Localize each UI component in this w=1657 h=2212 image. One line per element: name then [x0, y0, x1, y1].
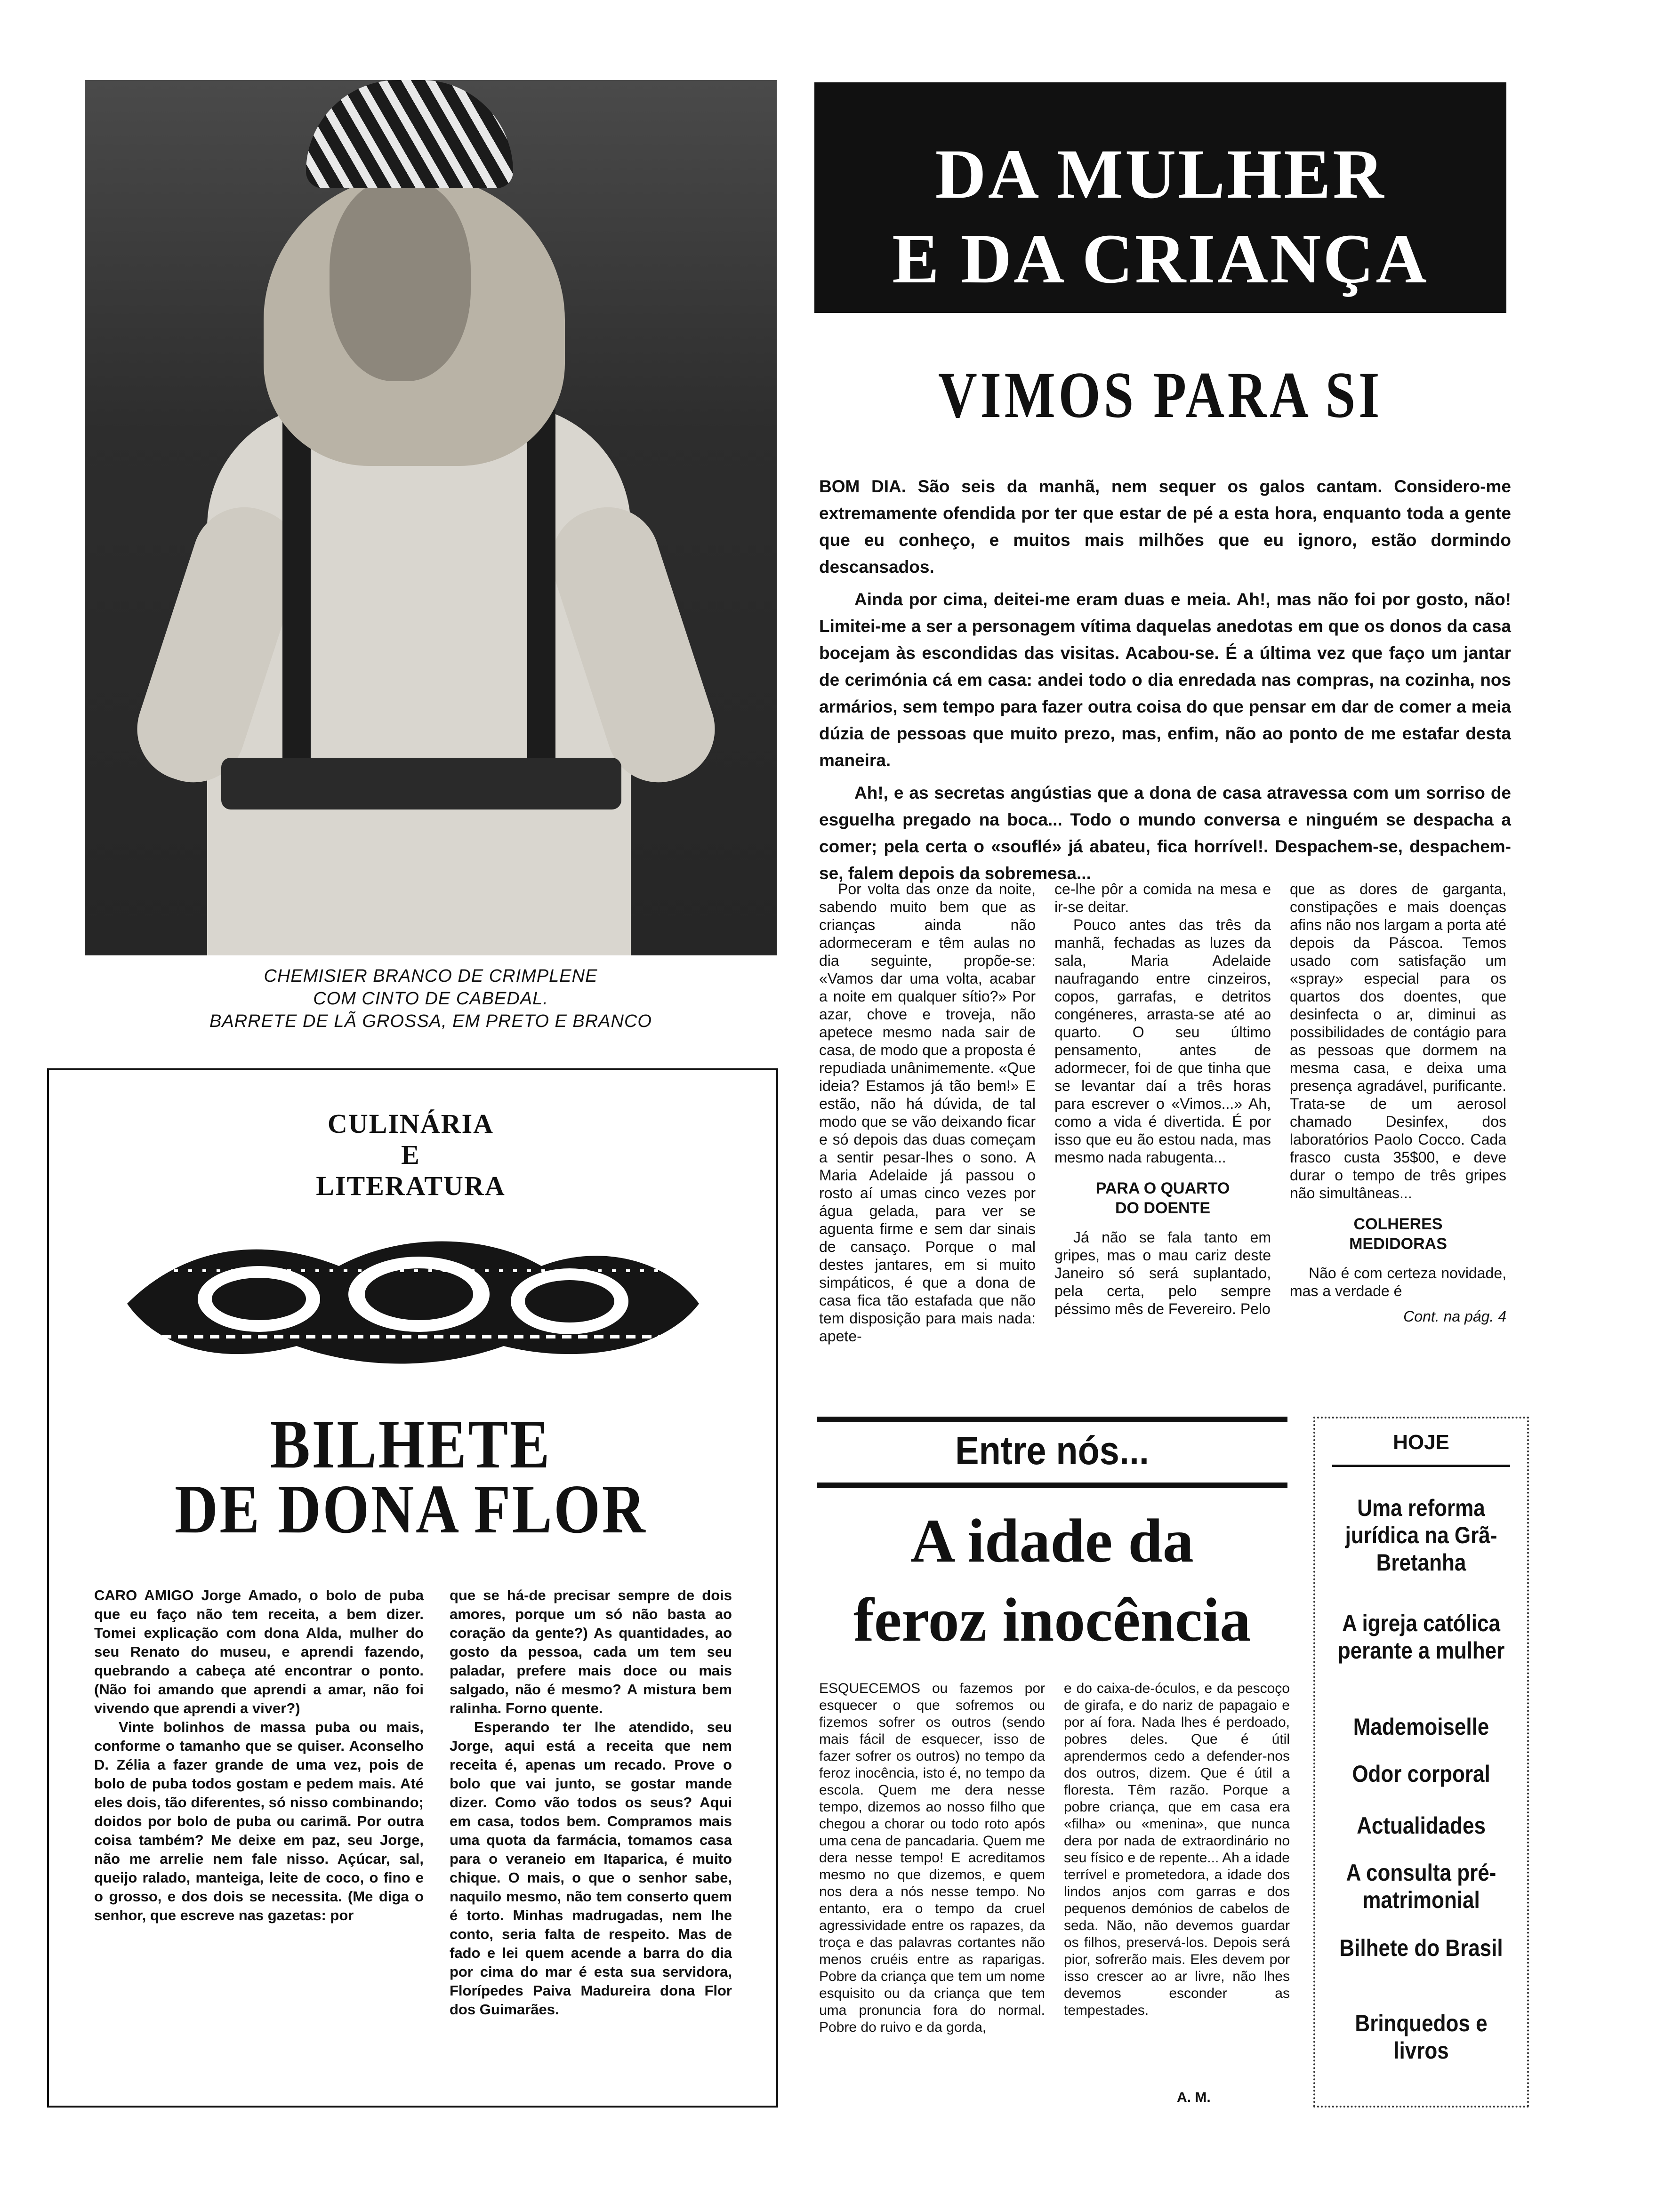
title-line: A idade da — [910, 1506, 1194, 1575]
paragraph: e do caixa-de-óculos, e da pescoço de girafa, e do nariz de papagaio e por aí fora. Nada lhes é perdoado, pobres deles. Que é útil aprendermos cedo a defender-nos dos outros, dizem. Que é útil a floresta. Têm razão. Porque a pobre criança, que em casa era «filha» ou «menina», que nunca dera por nada de extraordinário no seu físico e de repente... Ah a idade terrível e prometedora, a idade dos lindos anjos com garras e dos pequenos demónios de cabelos de seda. Não, não devemos guardar os filhos, preservá-los. Depois será pior, sofrerão mais. Eles devem por isso crescer ao ar livre, não lhes devemos esconder as tempestades. — [1064, 1681, 1290, 2018]
subheading — [1054, 1178, 1271, 1218]
fashion-photo — [85, 80, 777, 955]
letter-title — [98, 1406, 724, 1548]
masthead-line: E DA CRIANÇA — [892, 220, 1429, 298]
paragraph: Vinte bolinhos de massa puba ou mais, conforme o tamanho que se quiser. Aconselho D. Zélia a fazer grande de uma vez, pois de bolo de puba todos gostam e pedem mais. Até eles dois, tão diferentes, só nisso combinando; doidos por bolo de puba ou carimã. Por outra coisa também? Me deixe em paz, seu Jorge, não me arrelie nem fale nisso. Açúcar, sal, queijo ralado, manteiga, leite de coco, o fino e o grosso, e dos dois se necessita. (Me diga o senhor, que escreve nas gazetas: por — [94, 1719, 424, 1923]
paragraph: Não é com certeza novidade, mas a verdade é — [1290, 1265, 1506, 1299]
subheading — [1290, 1214, 1506, 1254]
letter-column — [450, 1586, 732, 2019]
author-signature: A. M. — [1177, 2090, 1211, 2105]
paragraph: que se há-de precisar sempre de dois amores, porque um só não basta ao coração da gente?) As quantidades, ao gosto da pessoa, cada um tem seu paladar, prefere mais doce ou mais salgado, não é mesmo? A mistura bem ralinha. Forno quente. — [450, 1587, 732, 1716]
today-title: HOJE — [1393, 1431, 1449, 1454]
article-column — [819, 880, 1036, 1345]
title-line: feroz inocência — [853, 1585, 1251, 1654]
caption-line: BARRETE DE LÃ GROSSA, EM PRETO E BRANCO — [209, 1011, 652, 1031]
intro-paragraph: Ainda por cima, deitei-me eram duas e meia. Ah!, mas não foi por gosto, não! Limitei-me a ser a personagem vítima daquelas anedotas em que os donos da casa bocejam às escondidas das visitas. Acabou-se. É a última vez que faço um jantar de cerimónia cá em casa: andei todo o dia enredada nas compras, na cozinha, nos armários, sem tempo para fazer outra coisa do que pensar em dar de comer a meia dúzia de pessoas que muito prezo, mas, enfim, não ao ponto de me estafar desta maneira. — [819, 590, 1511, 770]
subheading-line: DO DOENTE — [1115, 1199, 1211, 1217]
letter-column — [94, 1586, 424, 1925]
title-line: DE DONA FLOR — [174, 1471, 647, 1548]
culinaria-heading — [47, 1108, 774, 1202]
subheading-line: PARA O QUARTO — [1095, 1179, 1230, 1197]
title-line: BILHETE — [270, 1406, 552, 1483]
paragraph: Por volta das onze da noite, sabendo muito bem que as crianças ainda não adormeceram e têm aulas no dia seguinte, propõe-se: «Vamos dar uma volta, acabar a noite em qualquer sítio?» Por azar, chove e troveja, não apetece mesmo nada sair de casa, de modo que a proposta é repudiada unânimemente. «Que ideia? Estamos já tão bem!» E estão, não há dúvida, de tal modo que se vão deixando ficar e só depois das duas começam a sentir pesar-lhes o sono. A Maria Adelaide já passou o rosto aí umas cinco vezes por água gelada, para ver se aguenta firme e sem dar sinais de cansaço. Porque o mal destes jantares, em si muito simpáticos, é que a dona de casa fica tão estafada que não tem disposição para mais nada: apete- — [819, 881, 1036, 1345]
column-title: VIMOS PARA SI — [938, 359, 1383, 432]
contents-item: Actualidades — [1357, 1812, 1486, 1839]
caption-line: CHEMISIER BRANCO DE CRIMPLENE — [264, 966, 598, 986]
contents-item: Mademoiselle — [1353, 1714, 1489, 1740]
heading-line: CULINÁRIA — [327, 1108, 494, 1139]
contents-item: Odor corporal — [1352, 1761, 1490, 1787]
paragraph: ce-lhe pôr a comida na mesa e ir-se deitar. — [1054, 881, 1271, 915]
paragraph: Já não se fala tanto em gripes, mas o mau cariz deste Janeiro só será suplantado, pela certa, pelo sempre péssimo mês de Fevereiro. Pelo — [1054, 1229, 1271, 1317]
paragraph: ESQUECEMOS ou fazemos por esquecer o que sofremos ou fizemos sofrer os outros (sendo mais fácil de esquecer, isso de fazer sofrer os outros) no tempo da feroz inocência, isto é, no tempo da escola. Quem me dera nesse tempo, dizemos ao nosso filho que chegou a chorar ou todo roto após uma cena de pancadaria. Quem me dera nesse tempo! E acreditamos mesmo no que dizemos, e quem nos dera a nós nesse tempo. No entanto, era o tempo da cruel agressividade entre os rapazes, da troça e das palavras cortantes não menos cruéis entre as raparigas. Pobre da criança que tem um nome esquisito ou da criança que tem uma pronuncia fora do normal. Pobre do ruivo e da gorda, — [819, 1681, 1045, 2035]
paragraph: Pouco antes das três da manhã, fechadas as luzes da sala, Maria Adelaide naufragando entre cinzeiros, copos, garrafas, e detritos congéneres, arrasta-se até ao quarto. O seu último pensamento, antes de adormecer, foi de que tinha que se levantar daí a três horas para escrever o «Vimos...» Ah, como a vida é divertida. É por isso que eu ão estou nada, mas mesmo nada rabugenta... — [1054, 916, 1271, 1166]
heading-line: LITERATURA — [316, 1170, 506, 1201]
contents-item: Brinquedos e livros — [1355, 2010, 1488, 2064]
contents-item: Bilhete do Brasil — [1339, 1935, 1503, 1961]
intro-paragraph: Ah!, e as secretas angústias que a dona de casa atravessa com um sorriso de esguelha pregado na boca... Todo o mundo conversa e ninguém se despacha a comer; pela certa o «souflé» já abateu, fica horrível!. Despachem-se, despachem-se, falem depois da sobremesa... — [819, 783, 1511, 883]
rule — [1332, 1465, 1510, 1467]
food-ornament-illustration — [118, 1224, 706, 1374]
contents-item: A igreja católica perante a mulher — [1337, 1610, 1505, 1664]
paragraph: CARO AMIGO Jorge Amado, o bolo de puba que eu faço não tem receita, a bem dizer. Tomei explicação com dona Alda, mulher do seu Renato do museu, e aprendi fazendo, quebrando a cabeça até encontrar o ponto. (Não foi amando que aprendi a amar, não foi vivendo que aprendi a viver?) — [94, 1587, 424, 1716]
caption-line: COM CINTO DE CABEDAL. — [313, 989, 548, 1009]
contents-item: A consulta pré-matrimonial — [1346, 1859, 1496, 1913]
paragraph: Esperando ter lhe atendido, seu Jorge, aqui está a receita que nem receita é, apenas um recado. Prove o bolo que vai junto, se gostar mande dizer. Como vão todos os seus? Aqui em casa, todos bem. Compramos mais uma quota da farmácia, tomamos casa para o veraneio em Itaparica, é muito chique. O mais, o que o senhor sabe, naquilo mesmo, não tem conserto quem é torto. Minhas madrugadas, nem lhe conto, seria falta de respeito. Mas de fado e lei quem acende a barra do dia por cima do mar é esta sua servidora, Florípedes Paiva Madureira dona Flor dos Guimarães. — [450, 1719, 732, 2018]
intro-paragraph: BOM DIA. São seis da manhã, nem sequer os galos cantam. Considero-me extremamente ofendida por ter que estar de pé a esta hora, enquanto toda a gente que eu conheço, e muitos mais milhões que eu ignoro, estão dormindo descansados. — [819, 477, 1511, 577]
continued-note: Cont. na pág. 4 — [1403, 1308, 1506, 1325]
masthead-line: DA MULHER — [935, 135, 1386, 213]
section-masthead — [814, 82, 1506, 313]
heading-line: E — [401, 1139, 420, 1170]
contents-item: Uma reforma jurídica na Grã-Bretanha — [1345, 1495, 1497, 1576]
photo-caption — [85, 965, 777, 1033]
article-column — [1054, 880, 1271, 1318]
article-column — [819, 1680, 1045, 2036]
article-column — [1064, 1680, 1290, 2019]
subheading-line: COLHERES — [1353, 1215, 1443, 1233]
article-column — [1290, 880, 1506, 1325]
article-title — [817, 1501, 1287, 1659]
subheading-line: MEDIDORAS — [1349, 1235, 1447, 1253]
column-intro — [819, 473, 1511, 892]
rule — [817, 1417, 1287, 1422]
section-kicker: Entre nós... — [955, 1428, 1149, 1473]
paragraph: que as dores de garganta, constipações e mais doenças afins não nos largam a porta até depois da Páscoa. Temos usado com satisfação um «spray» especial para os quartos dos doentes, que desinfecta o ar, diminui as possibilidades de contágio para as pessoas que dormem na mesma casa, e deixa uma presença agradável, purificante. Trata-se de um aerosol chamado Desinfex, dos laboratórios Paolo Cocco. Cada frasco custa 35$00, e deve durar o tempo de três gripes não simultâneas... — [1290, 881, 1506, 1202]
rule — [817, 1483, 1287, 1488]
